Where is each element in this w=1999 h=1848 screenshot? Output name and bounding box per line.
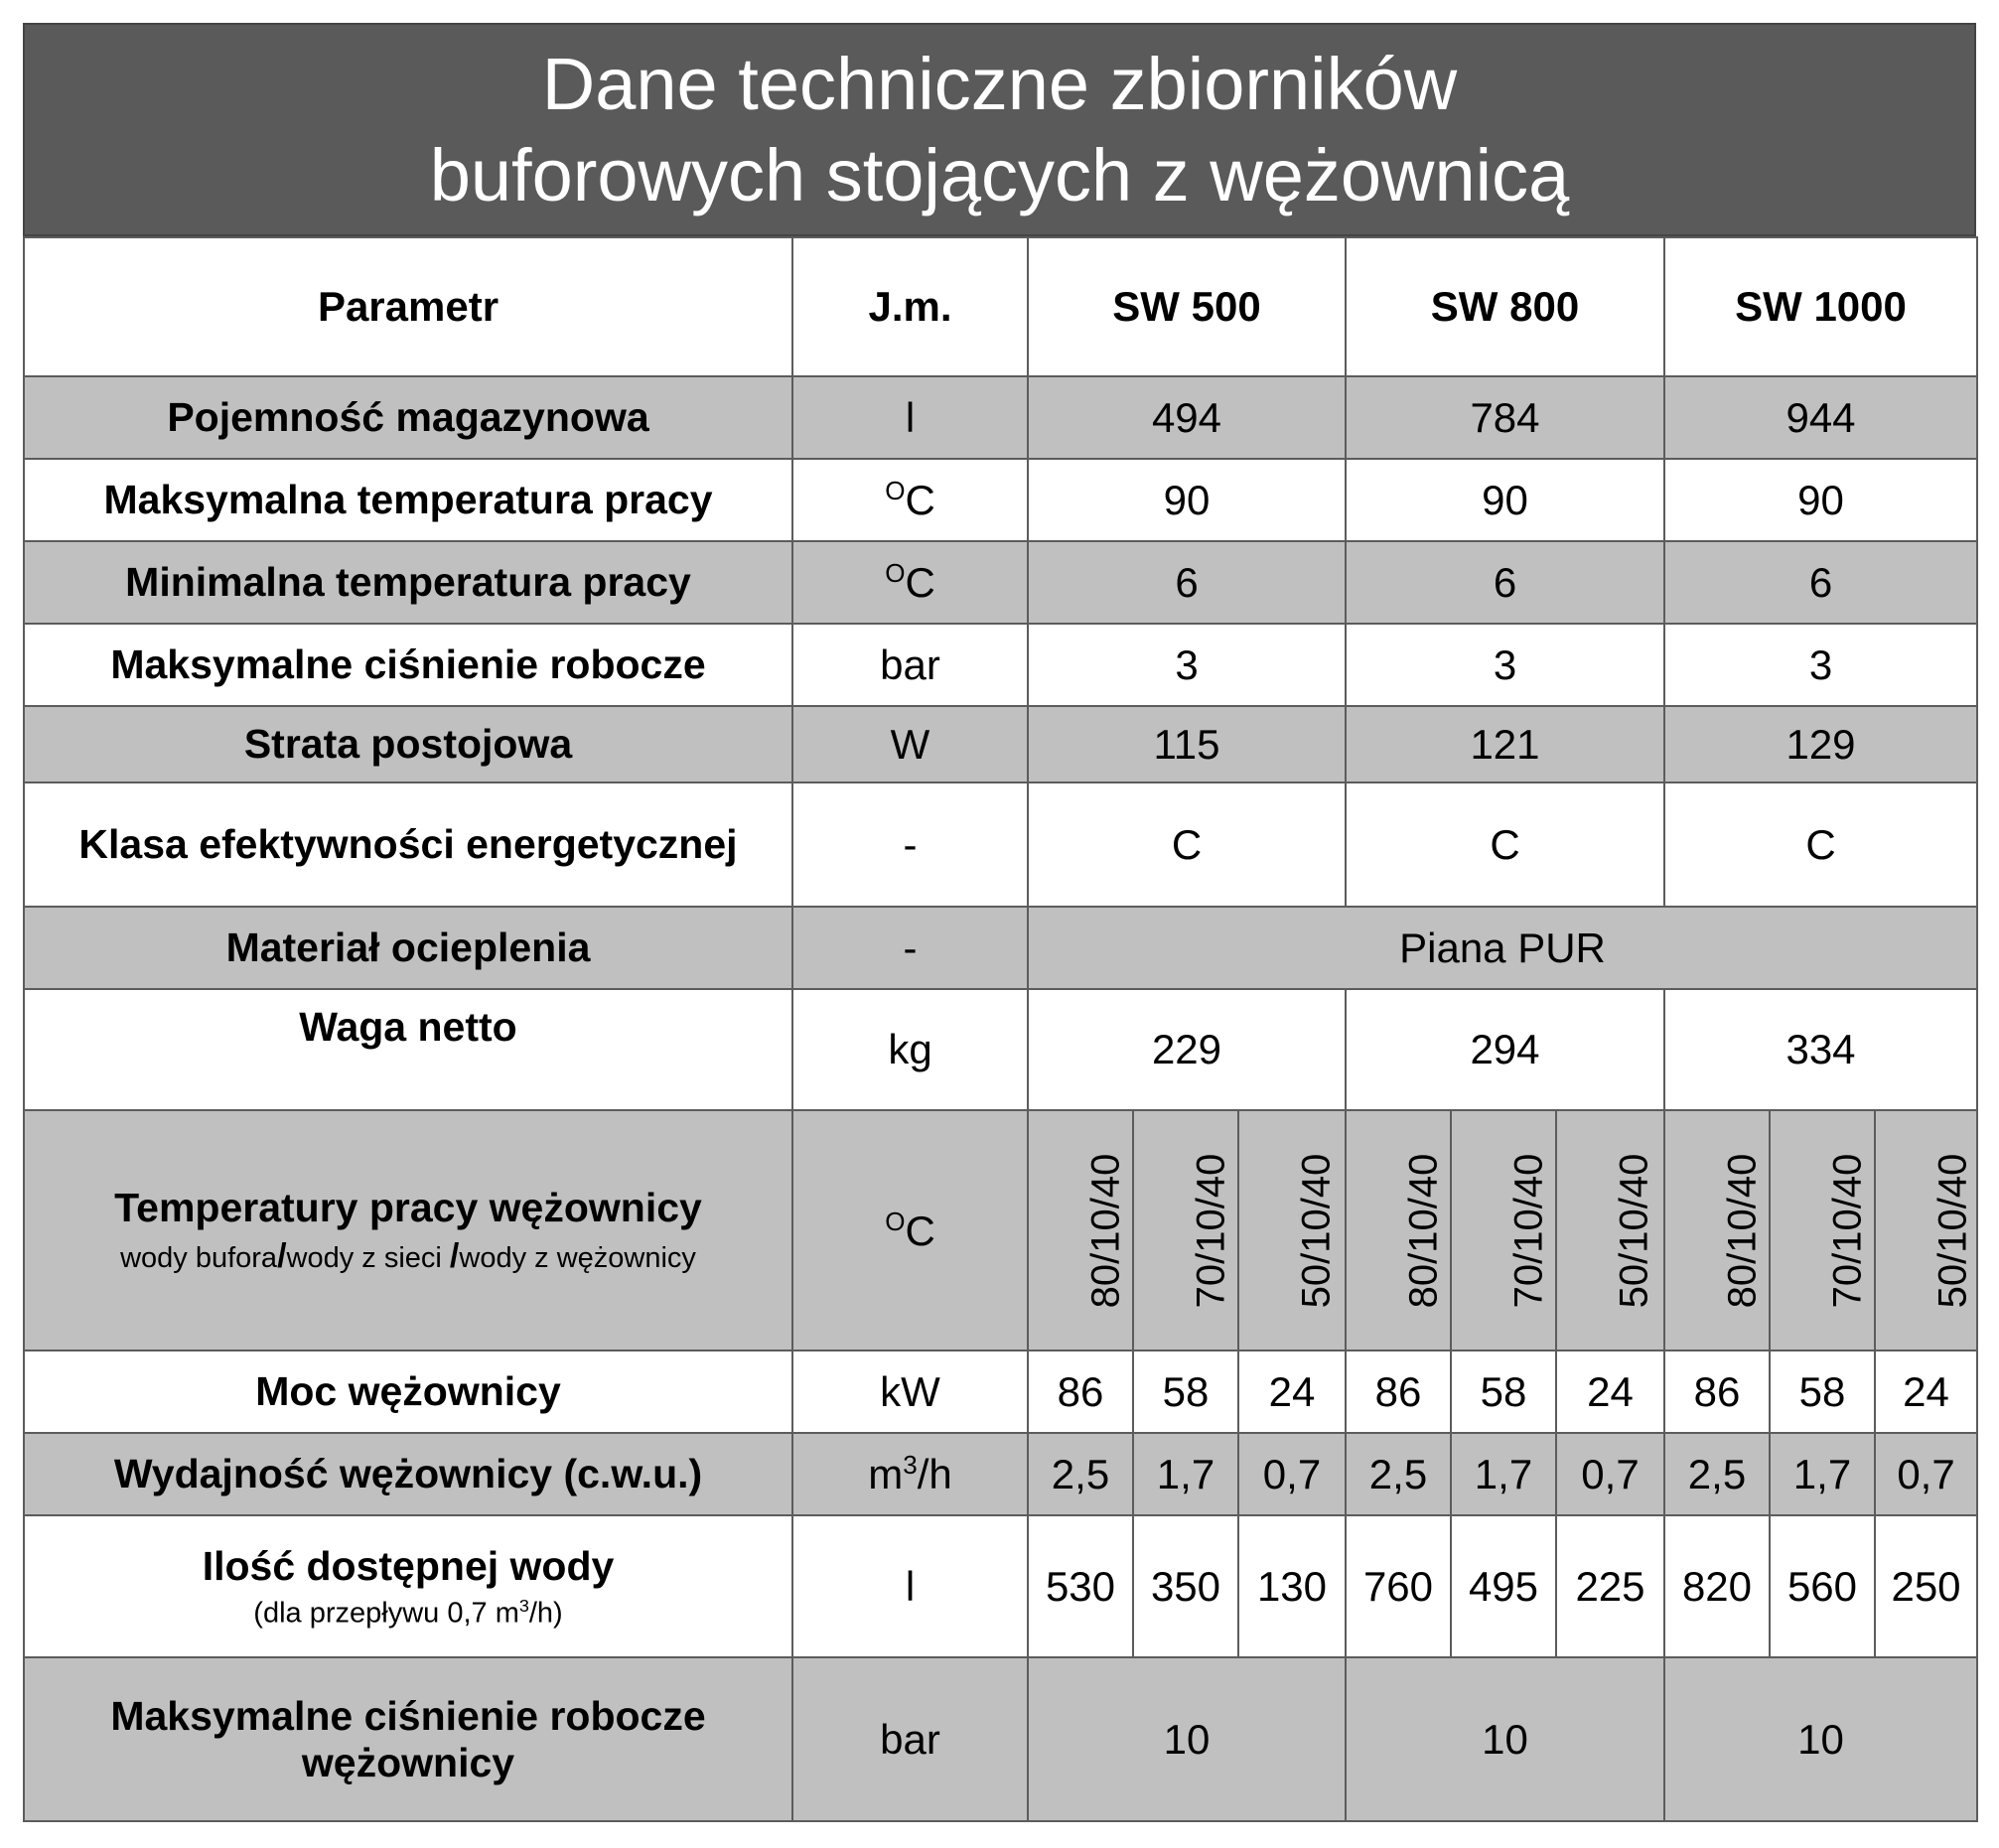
spec-table <box>23 236 1978 1822</box>
table-row <box>24 624 1977 706</box>
value-cell: 129 <box>1664 706 1977 782</box>
header-param: Parametr <box>24 237 792 376</box>
header-model: SW 1000 <box>1664 237 1977 376</box>
value-cell: 530 <box>1028 1515 1133 1657</box>
value-cell: 90 <box>1664 459 1977 541</box>
title-banner <box>23 23 1976 236</box>
title-line-1: Dane techniczne zbiorników <box>541 42 1458 125</box>
row-unit <box>792 1433 1028 1515</box>
unit-text: C <box>905 477 935 523</box>
sub-text: /h) <box>528 1597 563 1630</box>
row-unit: kW <box>792 1350 1028 1433</box>
table-row <box>24 459 1977 541</box>
value-cell: 2,5 <box>1028 1433 1133 1515</box>
row-label: Pojemność magazynowa <box>24 376 792 459</box>
row-label: Materiał ocieplenia <box>24 907 792 989</box>
vertical-value: 70/10/40 <box>1825 1153 1870 1308</box>
row-label-sub <box>25 1596 791 1631</box>
value-cell: C <box>1664 782 1977 907</box>
value-cell: 90 <box>1028 459 1346 541</box>
sub-superscript: 3 <box>518 1595 529 1616</box>
table-row <box>24 782 1977 907</box>
value-cell: 250 <box>1875 1515 1977 1657</box>
value-cell: 6 <box>1664 541 1977 624</box>
row-label: Klasa efektywności energetycznej <box>24 782 792 907</box>
value-cell: 0,7 <box>1875 1433 1977 1515</box>
value-cell: 24 <box>1556 1350 1664 1433</box>
value-cell: 350 <box>1133 1515 1238 1657</box>
row-label <box>24 1110 792 1350</box>
table-row <box>24 1433 1977 1515</box>
vertical-value: 80/10/40 <box>1083 1153 1128 1308</box>
vertical-value: 50/10/40 <box>1930 1153 1975 1308</box>
value-cell: 6 <box>1028 541 1346 624</box>
header-unit: J.m. <box>792 237 1028 376</box>
header-model: SW 800 <box>1346 237 1664 376</box>
value-cell: 760 <box>1346 1515 1451 1657</box>
value-cell: 334 <box>1664 989 1977 1110</box>
table-row <box>24 907 1977 989</box>
value-cell <box>1875 1110 1977 1350</box>
value-cell <box>1346 1110 1451 1350</box>
value-cell: 58 <box>1770 1350 1875 1433</box>
value-cell: 24 <box>1875 1350 1977 1433</box>
header-row <box>24 237 1977 376</box>
unit-superscript: O <box>885 558 906 588</box>
value-cell: 3 <box>1028 624 1346 706</box>
value-cell: 294 <box>1346 989 1664 1110</box>
row-label-main: Ilość dostępnej wody <box>202 1542 615 1589</box>
row-unit: - <box>792 907 1028 989</box>
row-unit <box>792 1110 1028 1350</box>
row-label: Maksymalna temperatura pracy <box>24 459 792 541</box>
unit-superscript: O <box>885 1206 906 1236</box>
slash-separator: / <box>449 1237 460 1275</box>
value-cell: 560 <box>1770 1515 1875 1657</box>
value-cell: 820 <box>1664 1515 1770 1657</box>
value-cell: 1,7 <box>1133 1433 1238 1515</box>
row-label: Strata postojowa <box>24 706 792 782</box>
value-cell: 130 <box>1238 1515 1346 1657</box>
value-cell: 0,7 <box>1556 1433 1664 1515</box>
table-row <box>24 706 1977 782</box>
title-line-2: buforowych stojących z wężownicą <box>429 133 1570 216</box>
value-cell: 784 <box>1346 376 1664 459</box>
row-label: Minimalna temperatura pracy <box>24 541 792 624</box>
row-label-line: wężownicy <box>301 1739 515 1785</box>
table-row <box>24 1657 1977 1821</box>
row-label: Moc wężownicy <box>24 1350 792 1433</box>
unit-superscript: 3 <box>903 1450 918 1480</box>
unit-text: C <box>905 1207 935 1254</box>
unit-text: C <box>905 559 935 606</box>
value-cell: 6 <box>1346 541 1664 624</box>
value-cell: C <box>1346 782 1664 907</box>
value-cell: 86 <box>1664 1350 1770 1433</box>
value-cell <box>1133 1110 1238 1350</box>
value-cell: 58 <box>1451 1350 1556 1433</box>
unit-text: m <box>868 1451 904 1497</box>
value-cell: 229 <box>1028 989 1346 1110</box>
vertical-value: 70/10/40 <box>1189 1153 1233 1308</box>
table-row <box>24 1110 1977 1350</box>
sub-text: (dla przepływu 0,7 m <box>253 1597 519 1630</box>
row-unit: l <box>792 1515 1028 1657</box>
header-model: SW 500 <box>1028 237 1346 376</box>
value-cell <box>1556 1110 1664 1350</box>
vertical-value: 80/10/40 <box>1401 1153 1446 1308</box>
row-unit <box>792 459 1028 541</box>
row-label: Wydajność wężownicy (c.w.u.) <box>24 1433 792 1515</box>
row-label-sub <box>25 1237 791 1276</box>
table-row <box>24 541 1977 624</box>
value-cell: 86 <box>1346 1350 1451 1433</box>
value-cell: 90 <box>1346 459 1664 541</box>
table-row <box>24 989 1977 1110</box>
row-unit: - <box>792 782 1028 907</box>
value-cell: C <box>1028 782 1346 907</box>
value-cell: 3 <box>1664 624 1977 706</box>
unit-superscript: O <box>885 476 906 505</box>
value-cell: 2,5 <box>1346 1433 1451 1515</box>
row-label-line: Maksymalne ciśnienie robocze <box>110 1692 706 1739</box>
vertical-value: 70/10/40 <box>1506 1153 1551 1308</box>
vertical-value: 80/10/40 <box>1720 1153 1765 1308</box>
value-cell: 495 <box>1451 1515 1556 1657</box>
vertical-value: 50/10/40 <box>1294 1153 1339 1308</box>
table-row <box>24 376 1977 459</box>
value-cell <box>1664 1110 1770 1350</box>
value-cell: 24 <box>1238 1350 1346 1433</box>
row-unit: bar <box>792 1657 1028 1821</box>
value-cell: Piana PUR <box>1028 907 1977 989</box>
row-label: Maksymalne ciśnienie robocze <box>24 624 792 706</box>
value-cell: 3 <box>1346 624 1664 706</box>
value-cell <box>1238 1110 1346 1350</box>
value-cell: 115 <box>1028 706 1346 782</box>
table-row <box>24 1350 1977 1433</box>
spec-sheet <box>23 23 1976 1822</box>
row-unit <box>792 541 1028 624</box>
sub-text: wody bufora <box>120 1242 278 1274</box>
row-label <box>24 1657 792 1821</box>
value-cell: 494 <box>1028 376 1346 459</box>
value-cell: 2,5 <box>1664 1433 1770 1515</box>
value-cell: 10 <box>1346 1657 1664 1821</box>
value-cell: 86 <box>1028 1350 1133 1433</box>
value-cell: 121 <box>1346 706 1664 782</box>
value-cell <box>1451 1110 1556 1350</box>
table-row <box>24 1515 1977 1657</box>
row-unit: W <box>792 706 1028 782</box>
row-unit: bar <box>792 624 1028 706</box>
value-cell: 10 <box>1664 1657 1977 1821</box>
value-cell: 225 <box>1556 1515 1664 1657</box>
sub-text: wody z sieci <box>286 1242 450 1274</box>
value-cell: 0,7 <box>1238 1433 1346 1515</box>
row-label-main: Temperatury pracy wężownicy <box>114 1185 702 1230</box>
value-cell: 10 <box>1028 1657 1346 1821</box>
vertical-value: 50/10/40 <box>1612 1153 1656 1308</box>
row-label: Waga netto <box>24 989 792 1110</box>
row-unit: l <box>792 376 1028 459</box>
row-unit: kg <box>792 989 1028 1110</box>
row-label <box>24 1515 792 1657</box>
slash-separator: / <box>277 1237 287 1275</box>
value-cell: 1,7 <box>1770 1433 1875 1515</box>
value-cell <box>1028 1110 1133 1350</box>
value-cell: 58 <box>1133 1350 1238 1433</box>
value-cell: 944 <box>1664 376 1977 459</box>
sub-text: wody z wężownicy <box>459 1242 696 1274</box>
value-cell <box>1770 1110 1875 1350</box>
value-cell: 1,7 <box>1451 1433 1556 1515</box>
unit-text: /h <box>917 1451 952 1497</box>
